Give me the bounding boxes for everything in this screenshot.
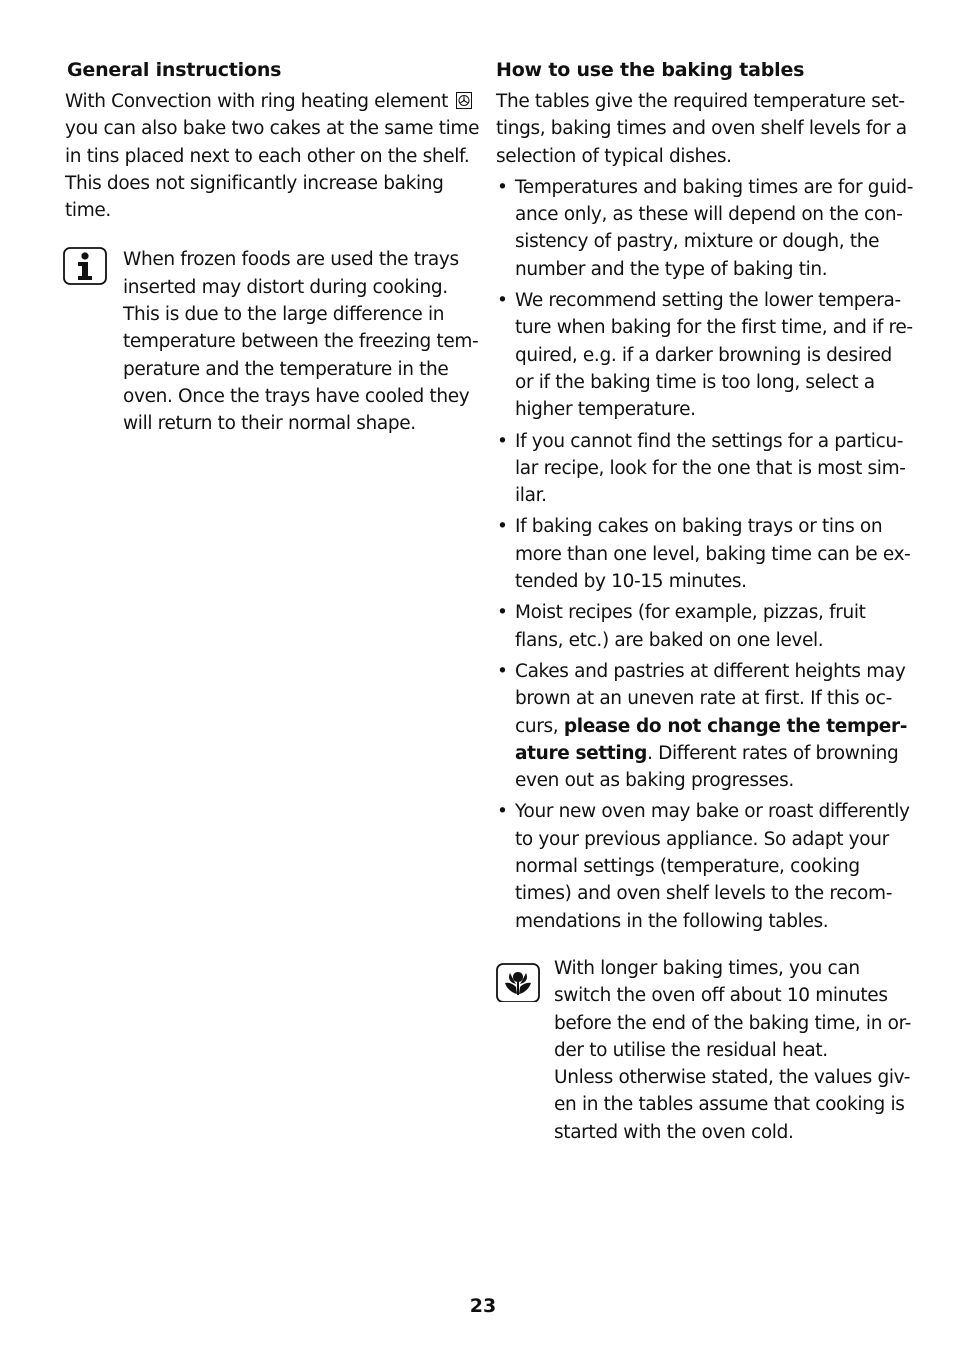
baking-tables-intro: The tables give the required temperature set- tings, baking times and oven shelf levels for a selection of typical dishes. <box>496 91 907 167</box>
frozen-foods-note: When frozen foods are used the trays inserted may distort during cooking. This is due to the large difference in temperature between the freezing tem- perature and the temperature in the oven. Once the trays have cooled they will return to their normal shape. <box>65 246 470 437</box>
residual-heat-note: With longer baking times, you can switch the oven off about 10 minutes before the end of the baking time, in or- der to utilise the residual heat. Unless otherwise stated, the values giv- en in the tables assume that cooking is started with the oven cold. <box>496 955 906 1146</box>
baking-tips-list <box>496 174 914 935</box>
bullet-icon: • <box>497 801 508 823</box>
bullet-icon: • <box>497 430 508 452</box>
page-number: 23 <box>469 1295 497 1317</box>
list-item: • Temperatures and baking times are for guid- ance only, as these will depend on the con- sistency of pastry, mixture or dough, the number and the type of baking tin. <box>496 174 906 283</box>
list-item: • If you cannot find the settings for a particu- lar recipe, look for the one that is most sim- ilar. <box>496 428 906 510</box>
environment-tip-icon <box>496 962 540 1002</box>
list-item: • We recommend setting the lower tempera- ture when baking for the first time, and if re- quired, e.g. if a darker browning is desired or if the baking time is too long, select a higher temperature. <box>496 287 906 423</box>
bullet-icon: • <box>497 516 508 538</box>
general-instructions-text: With Convection with ring heating element you can also bake two cakes at the same time in tins placed next to each other on the shelf. This does not significantly increase baking time. <box>65 91 480 222</box>
general-instructions-heading: General instructions <box>67 59 282 81</box>
warning-emphasis-cont: ature setting <box>515 742 648 764</box>
list-item: • Cakes and pastries at different heights may brown at an uneven rate at first. If this oc- curs, please do not change the temper- ature setting. Different rates of browning even out as baking progresses. <box>496 658 906 794</box>
left-column <box>65 56 480 438</box>
bullet-icon: • <box>497 290 508 312</box>
baking-tables-heading: How to use the baking tables <box>496 59 805 81</box>
right-column <box>496 56 914 1146</box>
info-icon <box>63 247 107 285</box>
convection-fan-icon <box>456 92 472 109</box>
bullet-icon: • <box>497 602 508 624</box>
bullet-icon: • <box>497 176 508 198</box>
warning-emphasis: please do not change the temper- <box>563 715 908 737</box>
list-item: • Moist recipes (for example, pizzas, fruit flans, etc.) are baked on one level. <box>496 599 906 654</box>
list-item: • If baking cakes on baking trays or tins on more than one level, baking time can be ex- tended by 10-15 minutes. <box>496 513 906 595</box>
bullet-icon: • <box>497 660 508 682</box>
list-item: • Your new oven may bake or roast differently to your previous appliance. So adapt your normal settings (temperature, cooking times) and oven shelf levels to the recom- mendations in the following tables. <box>496 798 906 934</box>
